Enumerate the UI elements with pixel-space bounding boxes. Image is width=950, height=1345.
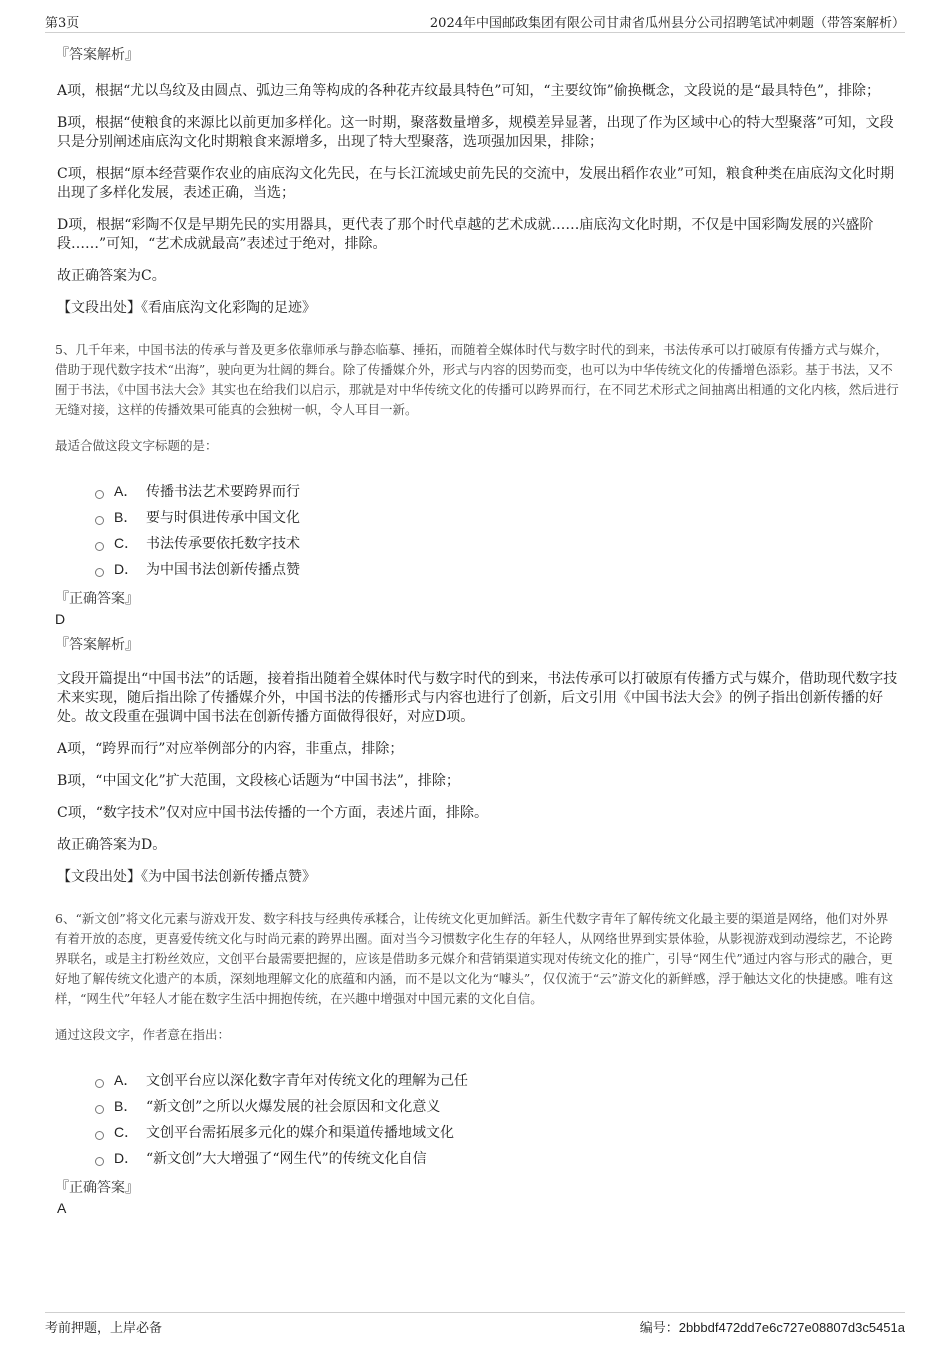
option-a-q6[interactable]	[95, 1067, 900, 1093]
radio-icon[interactable]	[95, 490, 104, 499]
analysis-conclusion-q5: 故正确答案为D。	[57, 837, 167, 853]
source-q4: 【文段出处】《看庙底沟文化彩陶的足迹》	[57, 300, 316, 316]
main-content	[55, 44, 900, 1223]
option-letter: B．	[114, 1098, 138, 1114]
document-title: 2024年中国邮政集团有限公司甘肃省瓜州县分公司招聘笔试冲刺题（带答案解析）	[429, 16, 905, 31]
question-5-text: 5、几千年来，中国书法的传承与普及更多依靠师承与静态临摹、捶拓，而随着全媒体时代与数字时代的到来，书法传承可以打破原有传播方式与媒介，借助于现代数字技术“出海”，驶向更为壮阔的舞台。除了传播媒介外，形式与内容的因势而变，也可以为中华传统文化的传播增色添彩。基于书法，又不囿于书法，《中国书法大会》其实也在给我们以启示，那就是对中华传统文化的传播可以跨界而行，在不同艺术形式之间抽离出相通的文化内核，然后进行无缝对接，这样的传播效果可能真的会独树一帜，令人耳目一新。	[55, 342, 899, 417]
option-a-q5[interactable]	[95, 478, 900, 504]
source-q5: 【文段出处】《为中国书法创新传播点赞》	[57, 869, 316, 885]
option-letter: B．	[114, 509, 138, 525]
option-b-q6[interactable]	[95, 1093, 900, 1119]
option-b-q5[interactable]	[95, 504, 900, 530]
page-footer	[45, 1312, 905, 1335]
radio-icon[interactable]	[95, 542, 104, 551]
option-letter: A．	[114, 483, 138, 499]
option-text: 传播书法艺术要跨界而行	[146, 484, 300, 500]
analysis-item-a-q5: A项，“跨界而行”对应举例部分的内容，非重点，排除；	[57, 741, 404, 757]
page-number: 第3页	[45, 16, 80, 31]
correct-answer-q5: D	[55, 611, 66, 627]
option-letter: C．	[114, 1124, 139, 1140]
correct-answer-q6: A	[57, 1200, 67, 1216]
radio-icon[interactable]	[95, 1157, 104, 1166]
option-text: 书法传承要依托数字技术	[146, 536, 300, 552]
document-code	[640, 1317, 905, 1336]
question-5-options	[95, 478, 900, 582]
option-text: 文创平台需拓展多元化的媒介和渠道传播地域文化	[146, 1125, 454, 1141]
option-text: “新文创”之所以火爆发展的社会原因和文化意义	[146, 1099, 441, 1115]
option-text: 文创平台应以深化数字青年对传统文化的理解为己任	[146, 1073, 468, 1089]
code-label: 编号：	[639, 1321, 679, 1336]
option-letter: D．	[114, 561, 139, 577]
footer-slogan: 考前押题，上岸必备	[45, 1321, 163, 1336]
question-6-text: 6、“新文创”将文化元素与游戏开发、数字科技与经典传承糅合，让传统文化更加鲜活。新生代数字青年了解传统文化最主要的渠道是网络，他们对外界有着开放的态度，更喜爱传统文化与时尚元素的跨界出圈。面对当今习惯数字化生存的年轻人，从网络世界到实景体验，从影视游戏到动漫综艺，不论跨界联名，或是主打粉丝效应，文创平台最需要把握的，应该是借助多元媒介和营销渠道实现对传统文化的推广，引导“网生代”通过内容与形式的融合，更好地了解传统文化遗产的本质，深刻地理解文化的底蕴和内涵，而不是以文化为“噱头”，仅仅流于“云”游文化的新鲜感，浮于触达文化的快捷感。唯有这样，“网生代”年轻人才能在数字生活中拥抱传统，在兴趣中增强对中国元素的文化自信。	[55, 911, 894, 1006]
analysis-item-b-q5: B项，“中国文化”扩大范围，文段核心话题为“中国书法”，排除；	[57, 773, 460, 789]
radio-icon[interactable]	[95, 568, 104, 577]
option-text: 要与时俱进传承中国文化	[146, 510, 300, 526]
option-letter: A．	[114, 1072, 138, 1088]
analysis-conclusion-q4: 故正确答案为C。	[57, 268, 166, 284]
option-d-q6[interactable]	[95, 1145, 900, 1171]
question-6-options	[95, 1067, 900, 1171]
analysis-item-b-q4: B项，根据“使粮食的来源比以前更加多样化。这一时期，聚落数量增多，规模差异显著，出现了作为区域中心的特大型聚落”可知，文段只是分别阐述庙底沟文化时期粮食来源增多，出现了特大型聚落，选项强加因果，排除；	[57, 115, 894, 150]
radio-icon[interactable]	[95, 1079, 104, 1088]
analysis-item-c-q5: C项，“数字技术”仅对应中国书法传播的一个方面，表述片面，排除。	[57, 805, 489, 821]
option-c-q6[interactable]	[95, 1119, 900, 1145]
analysis-item-a-q4: A项，根据“尤以鸟纹及由圆点、弧边三角等构成的各种花卉纹最具特色”可知，“主要纹饰”偷换概念，文段说的是“最具特色”，排除；	[57, 83, 881, 99]
analysis-item-d-q4: D项，根据“彩陶不仅是早期先民的实用器具，更代表了那个时代卓越的艺术成就……庙底沟文化时期，不仅是中国彩陶发展的兴盛阶段……”可知，“艺术成就最高”表述过于绝对，排除。	[57, 217, 874, 252]
radio-icon[interactable]	[95, 1131, 104, 1140]
option-d-q5[interactable]	[95, 556, 900, 582]
option-letter: C．	[114, 535, 139, 551]
correct-answer-label-q6: 『正确答案』	[55, 1180, 139, 1196]
analysis-main-q5: 文段开篇提出“中国书法”的话题，接着指出随着全媒体时代与数字时代的到来，书法传承可以打破原有传播方式与媒介，借助现代数字技术来实现，随后指出除了传播媒介外，中国书法的传播形式与内容也进行了创新，后文引用《中国书法大会》的例子指出创新传播的好处。故文段重在强调中国书法在创新传播方面做得很好，对应D项。	[57, 671, 898, 725]
question-6-prompt: 通过这段文字，作者意在指出：	[55, 1027, 231, 1042]
option-letter: D．	[114, 1150, 139, 1166]
page-header	[45, 12, 905, 33]
analysis-item-c-q4: C项，根据“原本经营粟作农业的庙底沟文化先民，在与长江流域史前先民的交流中，发展出稻作农业”可知，粮食种类在庙底沟文化时期出现了多样化发展，表述正确，当选；	[57, 166, 895, 201]
analysis-label-q5: 『答案解析』	[55, 637, 139, 653]
option-text: “新文创”大大增强了“网生代”的传统文化自信	[146, 1151, 427, 1167]
code-value: 2bbbdf472dd7e6c727e08807d3c5451a	[678, 1320, 905, 1335]
analysis-label-q4: 『答案解析』	[55, 47, 139, 63]
radio-icon[interactable]	[95, 1105, 104, 1114]
question-5-prompt: 最适合做这段文字标题的是：	[55, 438, 218, 453]
option-c-q5[interactable]	[95, 530, 900, 556]
correct-answer-label-q5: 『正确答案』	[55, 591, 139, 607]
option-text: 为中国书法创新传播点赞	[146, 562, 300, 578]
radio-icon[interactable]	[95, 516, 104, 525]
